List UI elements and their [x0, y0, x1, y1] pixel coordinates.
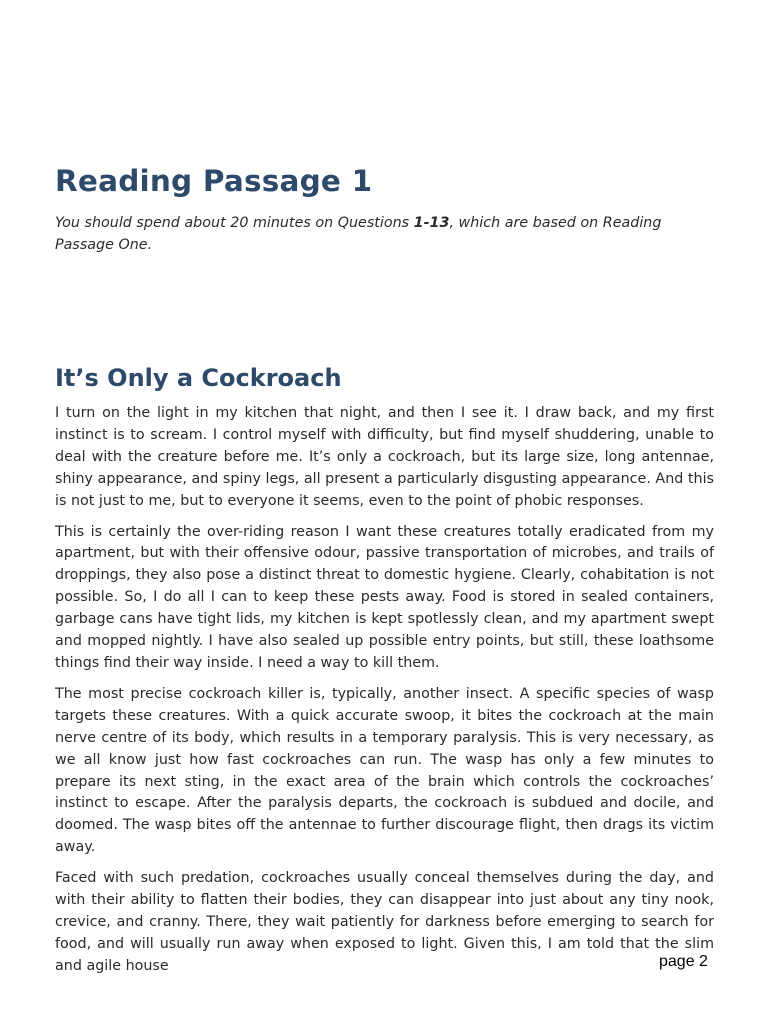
article-body — [55, 403, 714, 987]
article-paragraph: Faced with such predation, cockroaches usually conceal themselves during the day, and with their ability to flatten their bodies, they can disappear into just about any tiny nook, crevice, and cranny. There, they wait patiently for darkness before emerging to search for food, and will usually run away when exposed to light. Given this, I am told that the slim and agile house — [55, 870, 714, 974]
article-heading: It’s Only a Cockroach — [55, 364, 342, 392]
instructions-text-end: , which are based on Reading Passage One. — [55, 215, 662, 253]
question-range: 1-13 — [413, 215, 450, 231]
instructions-text — [55, 212, 715, 256]
article-paragraph: I turn on the light in my kitchen that night, and then I see it. I draw back, and my first instinct is to scream. I control myself with difficulty, but find myself shuddering, unable to deal with the creature before me. It’s only a cockroach, but its large size, long antennae, shiny appearance, and spiny legs, all present a particularly disgusting appearance. And this is not just to me, but to everyone it seems, even to the point of phobic responses. — [55, 405, 714, 509]
page-number: page 2 — [659, 953, 708, 970]
article-paragraph: The most precise cockroach killer is, typically, another insect. A specific species of wasp targets these creatures. With a quick accurate swoop, it bites the cockroach at the main nerve centre of its body, which results in a temporary paralysis. This is very necessary, as we all know just how fast cockroaches can run. The wasp has only a few minutes to prepare its next sting, in the exact area of the brain which controls the cockroaches’ instinct to escape. After the paralysis departs, the cockroach is subdued and docile, and doomed. The wasp bites off the antennae to further discourage flight, then drags its victim away. — [55, 685, 714, 856]
page-title: Reading Passage 1 — [55, 164, 373, 198]
article-paragraph: This is certainly the over-riding reason I want these creatures totally eradicated from my apartment, but with their offensive odour, passive transportation of microbes, and trails of droppings, they also pose a distinct threat to domestic hygiene. Clearly, cohabitation is not possible. So, I do all I can to keep these pests away. Food is stored in sealed containers, garbage cans have tight lids, my kitchen is kept spotlessly clean, and my apartment swept and mopped nightly. I have also sealed up possible entry points, but still, these loathsome things find their way inside. I need a way to kill them. — [55, 523, 714, 671]
instructions-text-start: You should spend about 20 minutes on Questions — [55, 215, 414, 231]
